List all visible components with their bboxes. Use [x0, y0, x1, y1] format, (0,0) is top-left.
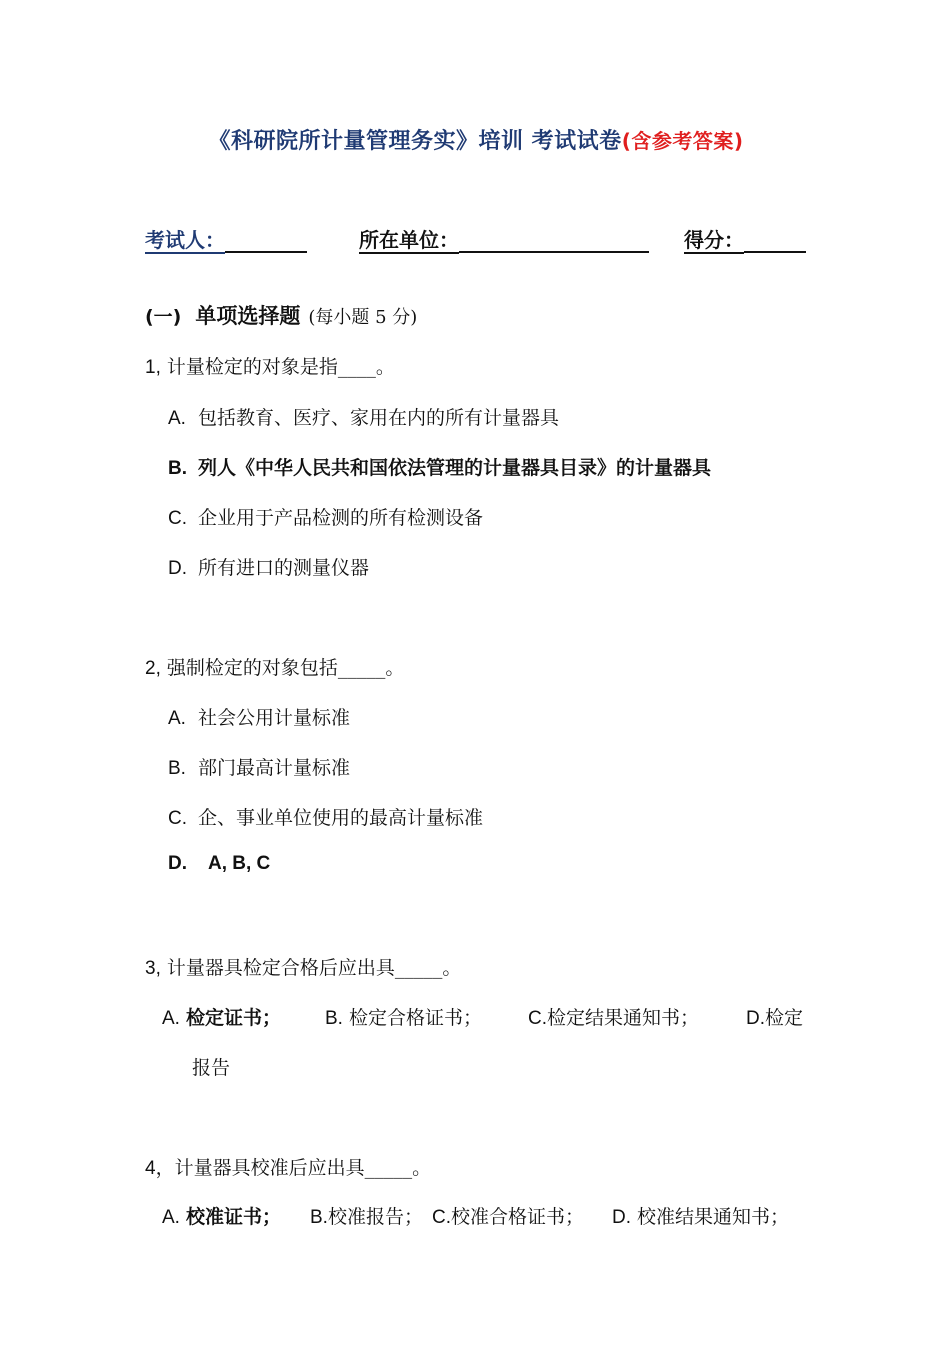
document-title	[0, 124, 952, 155]
option-text: 检定结果通知书；	[547, 1007, 700, 1029]
section-number: (一)	[145, 306, 182, 328]
q3-option-d[interactable]	[746, 1003, 803, 1030]
q2-option-a[interactable]	[168, 703, 350, 730]
section-heading	[145, 300, 417, 330]
unit-label: 所在单位：	[359, 228, 459, 252]
option-text: 校准结果通知书；	[637, 1206, 790, 1228]
unit-blank[interactable]	[459, 224, 649, 253]
q3-option-c[interactable]	[528, 1003, 699, 1030]
q4-option-b[interactable]	[310, 1202, 423, 1229]
option-text: 检定证书；	[186, 1007, 282, 1029]
option-text: 企、事业单位使用的最高计量标准	[198, 807, 484, 829]
option-letter: D.	[746, 1008, 765, 1029]
unit-field	[359, 224, 649, 253]
option-text: 检定合格证书；	[349, 1007, 483, 1029]
option-letter: A.	[162, 1207, 180, 1228]
option-text: 报告	[192, 1057, 231, 1079]
q4-option-d[interactable]	[612, 1202, 789, 1229]
option-text: 包括教育、医疗、家用在内的所有计量器具	[198, 407, 560, 429]
option-letter: B.	[310, 1207, 328, 1228]
option-text: 部门最高计量标准	[198, 757, 351, 779]
question-number: 2,	[145, 658, 161, 679]
option-text: A, B, C	[208, 853, 271, 874]
question-text: 计量器具校准后应出具_____。	[174, 1157, 432, 1179]
option-letter: A.	[168, 708, 186, 729]
option-text: 校准合格证书；	[451, 1206, 585, 1228]
examinee-field	[145, 224, 307, 253]
option-letter: D.	[168, 558, 187, 579]
q1-option-a[interactable]	[168, 403, 559, 430]
q3-option-d-continued	[192, 1053, 230, 1080]
score-label: 得分：	[684, 228, 744, 252]
option-letter: A.	[168, 408, 186, 429]
q2-option-c[interactable]	[168, 803, 483, 830]
q4-option-a-answer[interactable]	[162, 1202, 281, 1229]
q4-option-c[interactable]	[432, 1202, 584, 1229]
title-text: 《科研院所计量管理务实》培训 考试试卷	[208, 129, 622, 154]
option-letter: B.	[325, 1008, 343, 1029]
question-number: 4，	[145, 1158, 175, 1179]
option-letter: B.	[168, 758, 186, 779]
question-number: 1,	[145, 357, 161, 378]
question-1	[145, 352, 395, 379]
score-blank[interactable]	[744, 224, 806, 253]
examinee-label: 考试人：	[145, 228, 225, 252]
option-letter: C.	[432, 1207, 451, 1228]
option-text: 社会公用计量标准	[198, 707, 351, 729]
section-points: (每小题 5 分)	[308, 307, 418, 328]
q3-option-b[interactable]	[325, 1003, 482, 1030]
option-letter: A.	[162, 1008, 180, 1029]
q3-option-a-answer[interactable]	[162, 1003, 281, 1030]
question-2	[145, 653, 404, 680]
q2-option-d-answer[interactable]	[168, 853, 270, 875]
option-letter: C.	[168, 808, 187, 829]
option-text: 企业用于产品检测的所有检测设备	[198, 507, 484, 529]
option-letter: B.	[168, 458, 187, 479]
option-letter: D.	[168, 853, 187, 874]
option-text: 检定	[765, 1007, 804, 1029]
option-letter: C.	[528, 1008, 547, 1029]
option-text: 校准报告；	[327, 1206, 423, 1228]
q2-option-b[interactable]	[168, 753, 350, 780]
question-3	[145, 953, 461, 980]
question-text: 计量器具检定合格后应出具_____。	[166, 957, 462, 979]
option-letter: C.	[168, 508, 187, 529]
q1-option-d[interactable]	[168, 553, 369, 580]
title-answer-note: (含参考答案)	[621, 129, 744, 153]
question-text: 计量检定的对象是指____。	[166, 356, 395, 378]
option-text: 校准证书；	[186, 1206, 282, 1228]
option-text: 所有进口的测量仪器	[198, 557, 370, 579]
q1-option-c[interactable]	[168, 503, 483, 530]
score-field	[684, 224, 806, 253]
option-letter: D.	[612, 1207, 631, 1228]
section-title: 单项选择题	[195, 304, 301, 328]
question-text: 强制检定的对象包括_____。	[166, 657, 405, 679]
question-number: 3,	[145, 958, 161, 979]
option-text: 列人《中华人民共和国依法管理的计量器具目录》的计量器具	[198, 457, 712, 479]
question-4	[145, 1153, 431, 1180]
examinee-blank[interactable]	[225, 224, 307, 253]
q1-option-b-answer[interactable]	[168, 453, 711, 480]
